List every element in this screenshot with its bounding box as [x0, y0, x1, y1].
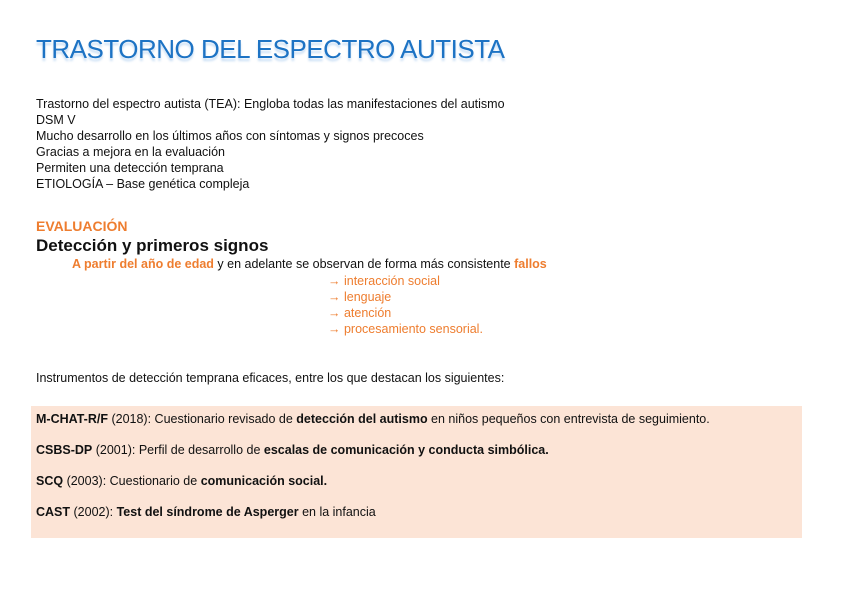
instrument-item	[36, 412, 710, 426]
failure-item: → procesamiento sensorial.	[328, 322, 483, 336]
instrument-text: (2002):	[70, 505, 117, 519]
failures-list	[328, 273, 483, 337]
detection-mid: y en adelante se observan de forma más consistente	[213, 257, 515, 271]
instrument-item	[36, 474, 327, 488]
detection-line	[72, 257, 547, 271]
instrument-text: en la infancia	[298, 505, 376, 519]
instrument-name: CSBS-DP	[36, 443, 93, 457]
failure-item: → interacción social	[328, 274, 440, 288]
instrument-text: en niños pequeños con entrevista de seguimiento.	[427, 412, 710, 426]
instrument-text: (2018): Cuestionario revisado de	[107, 412, 297, 426]
instrument-highlight: detección del autismo	[296, 412, 428, 426]
page-title: TRASTORNO DEL ESPECTRO AUTISTA	[36, 34, 505, 64]
instrument-text: (2003): Cuestionario de	[63, 474, 201, 488]
evaluation-heading: EVALUACIÓN	[36, 218, 128, 234]
instrument-item	[36, 505, 376, 519]
instrument-name: CAST	[36, 505, 71, 519]
instrument-text: (2001): Perfil de desarrollo de	[92, 443, 264, 457]
intro-line: Permiten una detección temprana	[36, 161, 224, 175]
intro-list	[36, 96, 505, 192]
detection-key: fallos	[514, 257, 547, 271]
instrument-item	[36, 443, 549, 457]
intro-line: ETIOLOGÍA – Base genética compleja	[36, 177, 250, 191]
instruments-box	[31, 406, 802, 538]
intro-line: Mucho desarrollo en los últimos años con síntomas y signos precoces	[36, 129, 424, 143]
detection-lead: A partir del año de edad	[72, 257, 214, 271]
intro-line: DSM V	[36, 113, 76, 127]
instrument-name: M-CHAT-R/F	[36, 412, 108, 426]
failure-item: → atención	[328, 306, 392, 320]
evaluation-subheading: Detección y primeros signos	[36, 236, 269, 255]
instrument-name: SCQ	[36, 474, 64, 488]
instrument-highlight: comunicación social.	[200, 474, 328, 488]
intro-line: Gracias a mejora en la evaluación	[36, 145, 225, 159]
failure-item: → lenguaje	[328, 290, 392, 304]
instrument-highlight: Test del síndrome de Asperger	[116, 505, 299, 519]
instrument-highlight: escalas de comunicación y conducta simbólica.	[263, 443, 549, 457]
intro-line: Trastorno del espectro autista (TEA): Engloba todas las manifestaciones del autismo	[36, 97, 505, 111]
instruments-intro: Instrumentos de detección temprana eficaces, entre los que destacan los siguientes:	[36, 371, 505, 385]
